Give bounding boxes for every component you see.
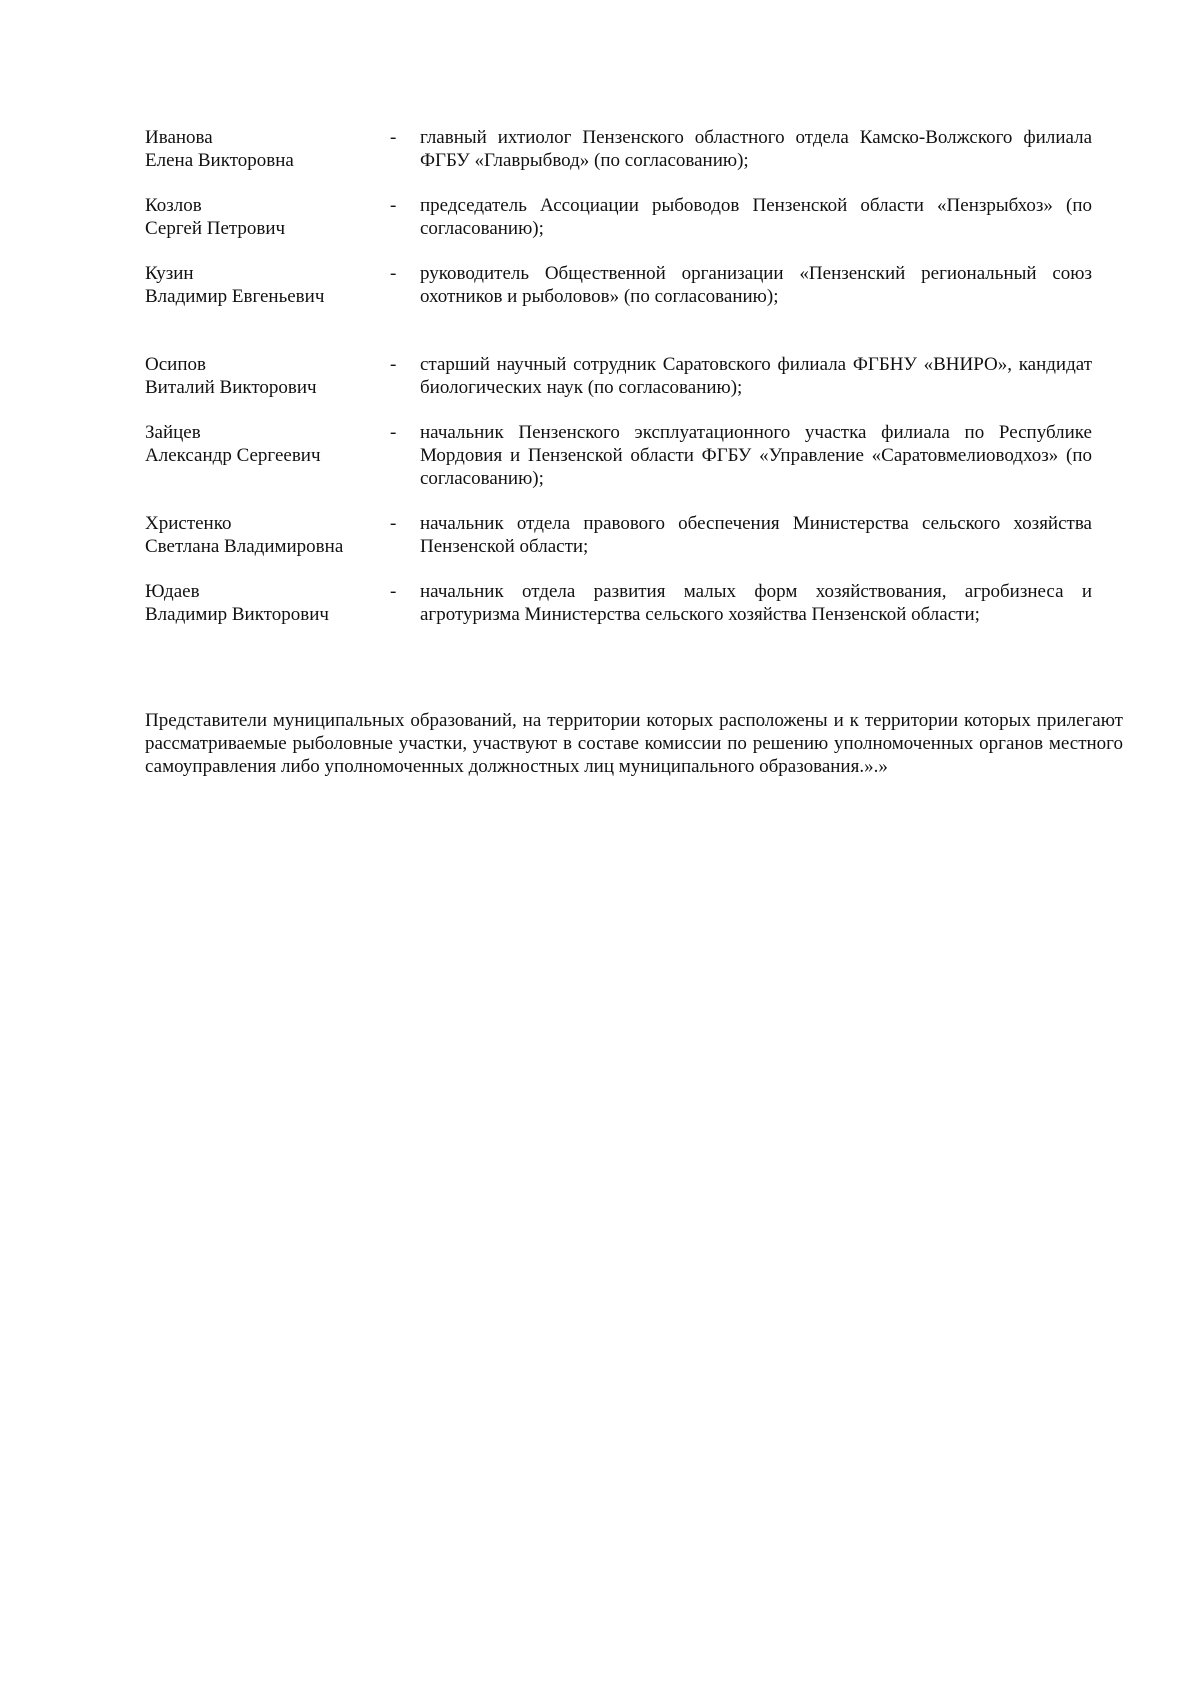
- member-surname: Кузин: [145, 263, 194, 284]
- member-position: начальник отдела развития малых форм хозяйствования, агробизнеса и агротуризма Министерства сельского хозяйства Пензенской области;: [420, 581, 1092, 625]
- commission-member-list: [145, 126, 1095, 648]
- member-given-names: Владимир Евгеньевич: [145, 286, 325, 307]
- member-position: начальник Пензенского эксплуатационного участка филиала по Республике Мордовия и Пензенской области ФГБУ «Управление «Саратовмелиоводхоз» (по согласованию);: [420, 422, 1092, 489]
- closing-paragraph: Представители муниципальных образований, на территории которых расположены и к территории которых прилегают рассматриваемые рыболовные участки, участвуют в составе комиссии по решению уполномоченных органов местного самоуправления либо уполномоченных должностных лиц муниципального образования.».»: [145, 710, 1123, 777]
- member-given-names: Виталий Викторович: [145, 377, 317, 398]
- member-row: [145, 353, 1095, 399]
- member-row: [145, 126, 1095, 172]
- member-position: главный ихтиолог Пензенского областного отдела Камско-Волжского филиала ФГБУ «Главрыбвод» (по согласованию);: [420, 127, 1092, 171]
- member-given-names: Сергей Петрович: [145, 218, 286, 239]
- member-position: председатель Ассоциации рыбоводов Пензенской области «Пензрыбхоз» (по согласованию);: [420, 195, 1092, 239]
- member-position: старший научный сотрудник Саратовского филиала ФГБНУ «ВНИРО», кандидат биологических наук (по согласованию);: [420, 354, 1092, 398]
- member-name: [145, 262, 390, 308]
- member-given-names: Владимир Викторович: [145, 604, 329, 625]
- member-surname: Юдаев: [145, 581, 200, 602]
- member-given-names: Елена Викторовна: [145, 150, 294, 171]
- member-surname: Козлов: [145, 195, 202, 216]
- member-dash: -: [390, 263, 397, 284]
- member-given-names: Светлана Владимировна: [145, 536, 344, 557]
- member-given-names: Александр Сергеевич: [145, 445, 321, 466]
- member-dash: -: [390, 354, 397, 375]
- member-dash: -: [390, 127, 397, 148]
- member-position: руководитель Общественной организации «Пензенский региональный союз охотников и рыболовов» (по согласованию);: [420, 263, 1092, 307]
- member-name: [145, 353, 390, 399]
- member-surname: Христенко: [145, 513, 232, 534]
- member-surname: Зайцев: [145, 422, 201, 443]
- member-surname: Иванова: [145, 127, 213, 148]
- member-row: [145, 262, 1095, 308]
- member-name: [145, 580, 390, 626]
- member-dash: -: [390, 513, 397, 534]
- member-position: начальник отдела правового обеспечения Министерства сельского хозяйства Пензенской области;: [420, 513, 1092, 557]
- member-row: [145, 421, 1095, 490]
- member-row: [145, 194, 1095, 240]
- member-row: [145, 580, 1095, 626]
- member-dash: -: [390, 422, 397, 443]
- member-dash: -: [390, 581, 397, 602]
- member-name: [145, 194, 390, 240]
- member-name: [145, 126, 390, 172]
- member-row: [145, 512, 1095, 558]
- member-name: [145, 512, 390, 558]
- member-name: [145, 421, 390, 467]
- member-surname: Осипов: [145, 354, 206, 375]
- member-dash: -: [390, 195, 397, 216]
